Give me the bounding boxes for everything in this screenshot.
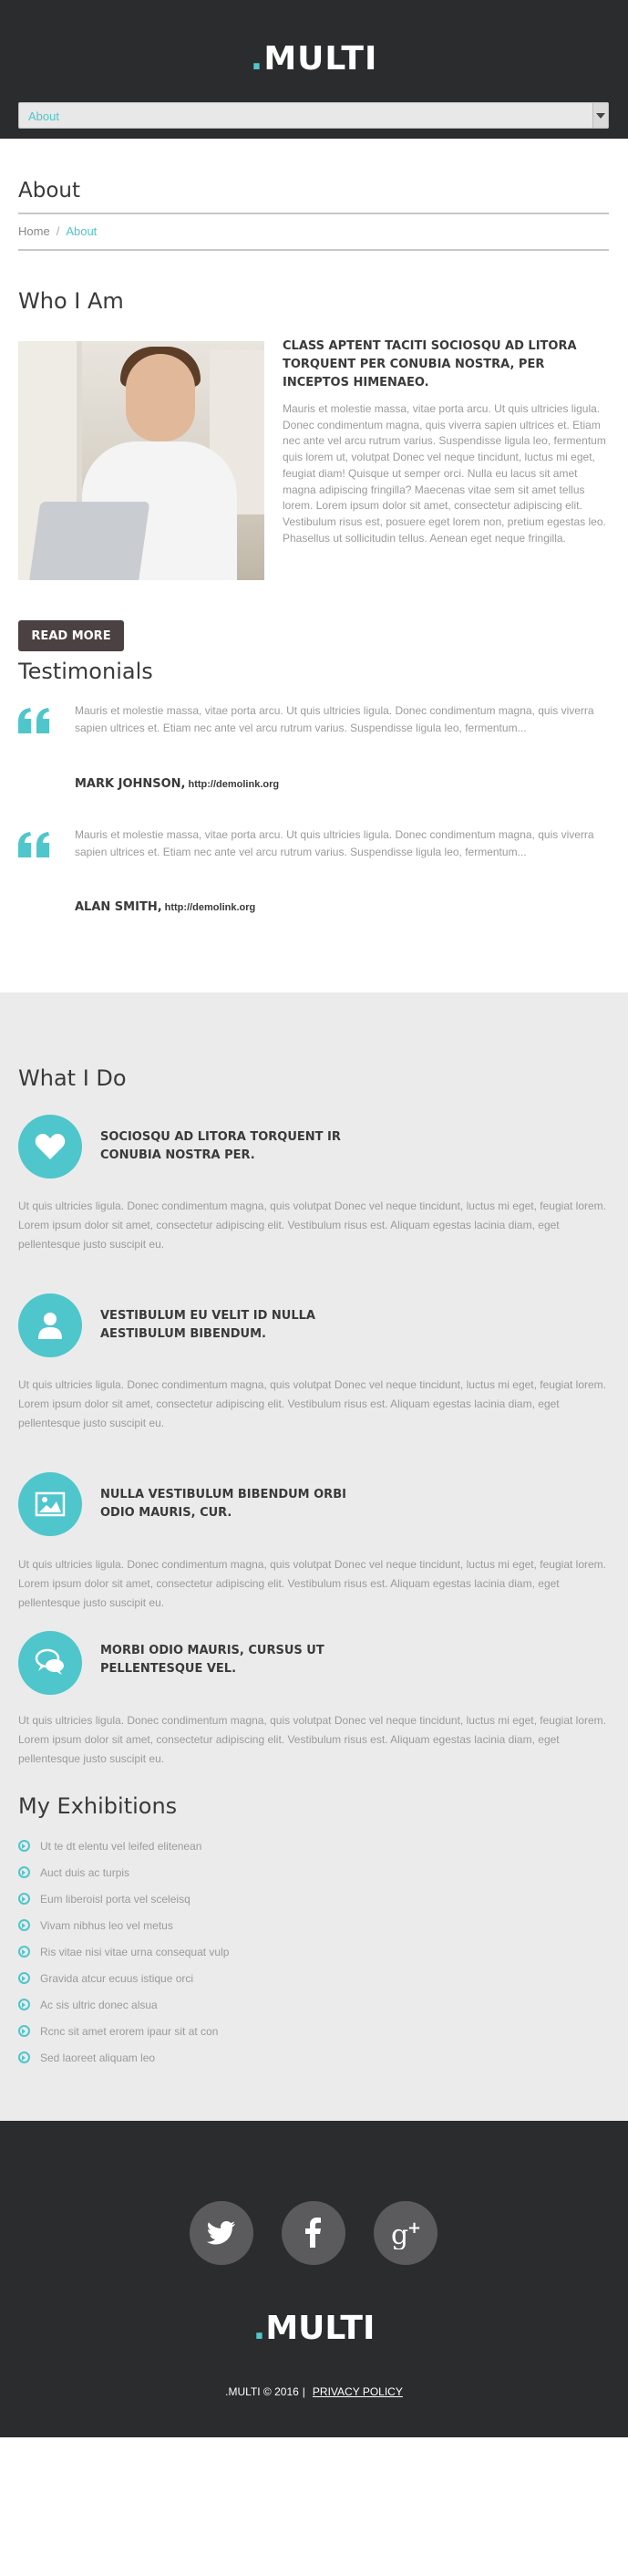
svg-text:g: g [391, 2219, 409, 2249]
circle-arrow-icon [18, 1972, 30, 1984]
heart-icon [18, 1115, 82, 1179]
circle-arrow-icon [18, 1840, 30, 1852]
read-more-button[interactable]: READ MORE [18, 620, 124, 651]
testimonial-text: Mauris et molestie massa, vitae porta arcu. Ut quis ultricies ligula. Donec condimentum magna, quis viverra sapien ultrices et. Etiam nec ante vel arcu rutrum varius. Suspendisse ligula leo, fermentum... [75, 704, 594, 734]
list-item[interactable]: Ac sis ultric donec alsua [18, 1999, 229, 2025]
circle-arrow-icon [18, 2025, 30, 2037]
service-text: Ut quis ultricies ligula. Donec condimentum magna, quis volutpat Donec vel neque tincidunt, luctus mi eget, feugiat lorem. Lorem ipsum dolor sit amet, consectetur adipiscing elit. Vestibulum risus est. Aliquam egestas lacinia diam, eget pellentesque justo suscipit eu. [18, 1378, 607, 1429]
site-footer [0, 2121, 628, 2437]
user-icon [18, 1293, 82, 1357]
service-title: MORBI ODIO MAURIS, CURSUS UT PELLENTESQUE VEL. [100, 1644, 324, 1676]
circle-arrow-icon [18, 1999, 30, 2010]
exhibitions-list [18, 1840, 229, 2078]
quote-icon [18, 832, 49, 857]
testimonials-heading: Testimonials [18, 659, 153, 684]
site-header [0, 0, 628, 139]
services-heading: What I Do [18, 1065, 127, 1091]
breadcrumb-home[interactable]: Home [18, 224, 50, 238]
testimonial-author: MARK JOHNSON, http://demolink.org [75, 777, 280, 791]
list-item[interactable]: Auct duis ac turpis [18, 1866, 229, 1893]
list-item[interactable]: Eum liberoisl porta vel sceleisq [18, 1893, 229, 1919]
picture-icon [18, 1472, 82, 1536]
testimonial-text: Mauris et molestie massa, vitae porta arcu. Ut quis ultricies ligula. Donec condimentum magna, quis viverra sapien ultrices et. Etiam nec ante vel arcu rutrum varius. Suspendisse ligula leo, fermentum... [75, 828, 594, 858]
testimonial-link[interactable]: http://demolink.org [188, 779, 280, 790]
service-text: Ut quis ultricies ligula. Donec condimentum magna, quis volutpat Donec vel neque tincidunt, luctus mi eget, feugiat lorem. Lorem ipsum dolor sit amet, consectetur adipiscing elit. Vestibulum risus est. Aliquam egestas lacinia diam, eget pellentesque justo suscipit eu. [18, 1558, 607, 1609]
who-heading: Who I Am [18, 288, 124, 314]
twitter-icon[interactable] [190, 2201, 253, 2265]
facebook-icon[interactable] [282, 2201, 345, 2265]
circle-arrow-icon [18, 2051, 30, 2063]
circle-arrow-icon [18, 1946, 30, 1958]
quote-icon [18, 708, 49, 733]
nav-selected-value: About [28, 109, 59, 123]
list-item[interactable]: Vivam nibhus leo vel metus [18, 1919, 229, 1946]
footer-logo[interactable]: .MULTI [252, 2310, 376, 2347]
service-text: Ut quis ultricies ligula. Donec condimentum magna, quis volutpat Donec vel neque tincidunt, luctus mi eget, feugiat lorem. Lorem ipsum dolor sit amet, consectetur adipiscing elit. Vestibulum risus est. Aliquam egestas lacinia diam, eget pellentesque justo suscipit eu. [18, 1714, 607, 1765]
testimonial-author: ALAN SMITH, http://demolink.org [75, 900, 256, 914]
service-text: Ut quis ultricies ligula. Donec condimentum magna, quis volutpat Donec vel neque tincidunt, luctus mi eget, feugiat lorem. Lorem ipsum dolor sit amet, consectetur adipiscing elit. Vestibulum risus est. Aliquam egestas lacinia diam, eget pellentesque justo suscipit eu. [18, 1200, 607, 1251]
page-title: About [18, 179, 81, 203]
circle-arrow-icon [18, 1866, 30, 1878]
divider [18, 213, 609, 214]
list-item[interactable]: Rcnc sit amet erorem ipaur sit at con [18, 2025, 229, 2051]
exhibitions-heading: My Exhibitions [18, 1793, 178, 1819]
who-text: Mauris et molestie massa, vitae porta arcu. Ut quis ultricies ligula. Donec condimentum magna, quis viverra sapien ultrices et. Etiam nec ante vel arcu rutrum varius. Suspendisse ligula leo, fermentum quis lorem ut, volutpat Donec vel neque tincidunt, luctus mi eget, feugiat diam! Quisque ut semper orci. Nulla eu lacus sit amet magna adipiscing fringilla? Maecenas vitae sem sit amet tellus lorem. Lorem ipsum dolor sit amet, consectetur adipiscing elit. Vestibulum risus est, posuere eget lorem non, pretium egestas leo. Phasellus ut sollicitudin tellus. Aenean eget neque fringilla. [283, 402, 606, 545]
site-logo[interactable]: .MULTI [250, 40, 378, 78]
chevron-down-icon[interactable] [592, 103, 608, 128]
list-item[interactable]: Gravida atcur ecuus istique orci [18, 1972, 229, 1999]
circle-arrow-icon [18, 1893, 30, 1905]
nav-select[interactable] [18, 102, 609, 129]
google-plus-icon[interactable] [374, 2201, 438, 2265]
service-title: VESTIBULUM EU VELIT ID NULLA AESTIBULUM BIBENDUM. [100, 1309, 315, 1341]
testimonial-link[interactable]: http://demolink.org [164, 902, 256, 913]
divider [18, 249, 609, 251]
copyright: .MULTI © 2016 | PRIVACY POLICY [225, 2385, 403, 2398]
svg-text:+: + [407, 2218, 422, 2238]
breadcrumb: Home / About [18, 224, 98, 238]
circle-arrow-icon [18, 1919, 30, 1931]
list-item[interactable]: Ris vitae nisi vitae urna consequat vulp [18, 1946, 229, 1972]
profile-photo [18, 341, 264, 580]
who-title: CLASS APTENT TACITI SOCIOSQU AD LITORA TORQUENT PER CONUBIA NOSTRA, PER INCEPTOS HIMENAEO. [283, 339, 577, 390]
breadcrumb-current: About [66, 224, 98, 238]
list-item[interactable]: Sed laoreet aliquam leo [18, 2051, 229, 2078]
privacy-policy-link[interactable]: PRIVACY POLICY [312, 2385, 403, 2398]
service-title: NULLA VESTIBULUM BIBENDUM ORBI ODIO MAURIS, CUR. [100, 1488, 346, 1520]
chat-icon [18, 1631, 82, 1695]
service-title: SOCIOSQU AD LITORA TORQUENT IR CONUBIA NOSTRA PER. [100, 1130, 341, 1162]
list-item[interactable]: Ut te dt elentu vel leifed elitenean [18, 1840, 229, 1866]
